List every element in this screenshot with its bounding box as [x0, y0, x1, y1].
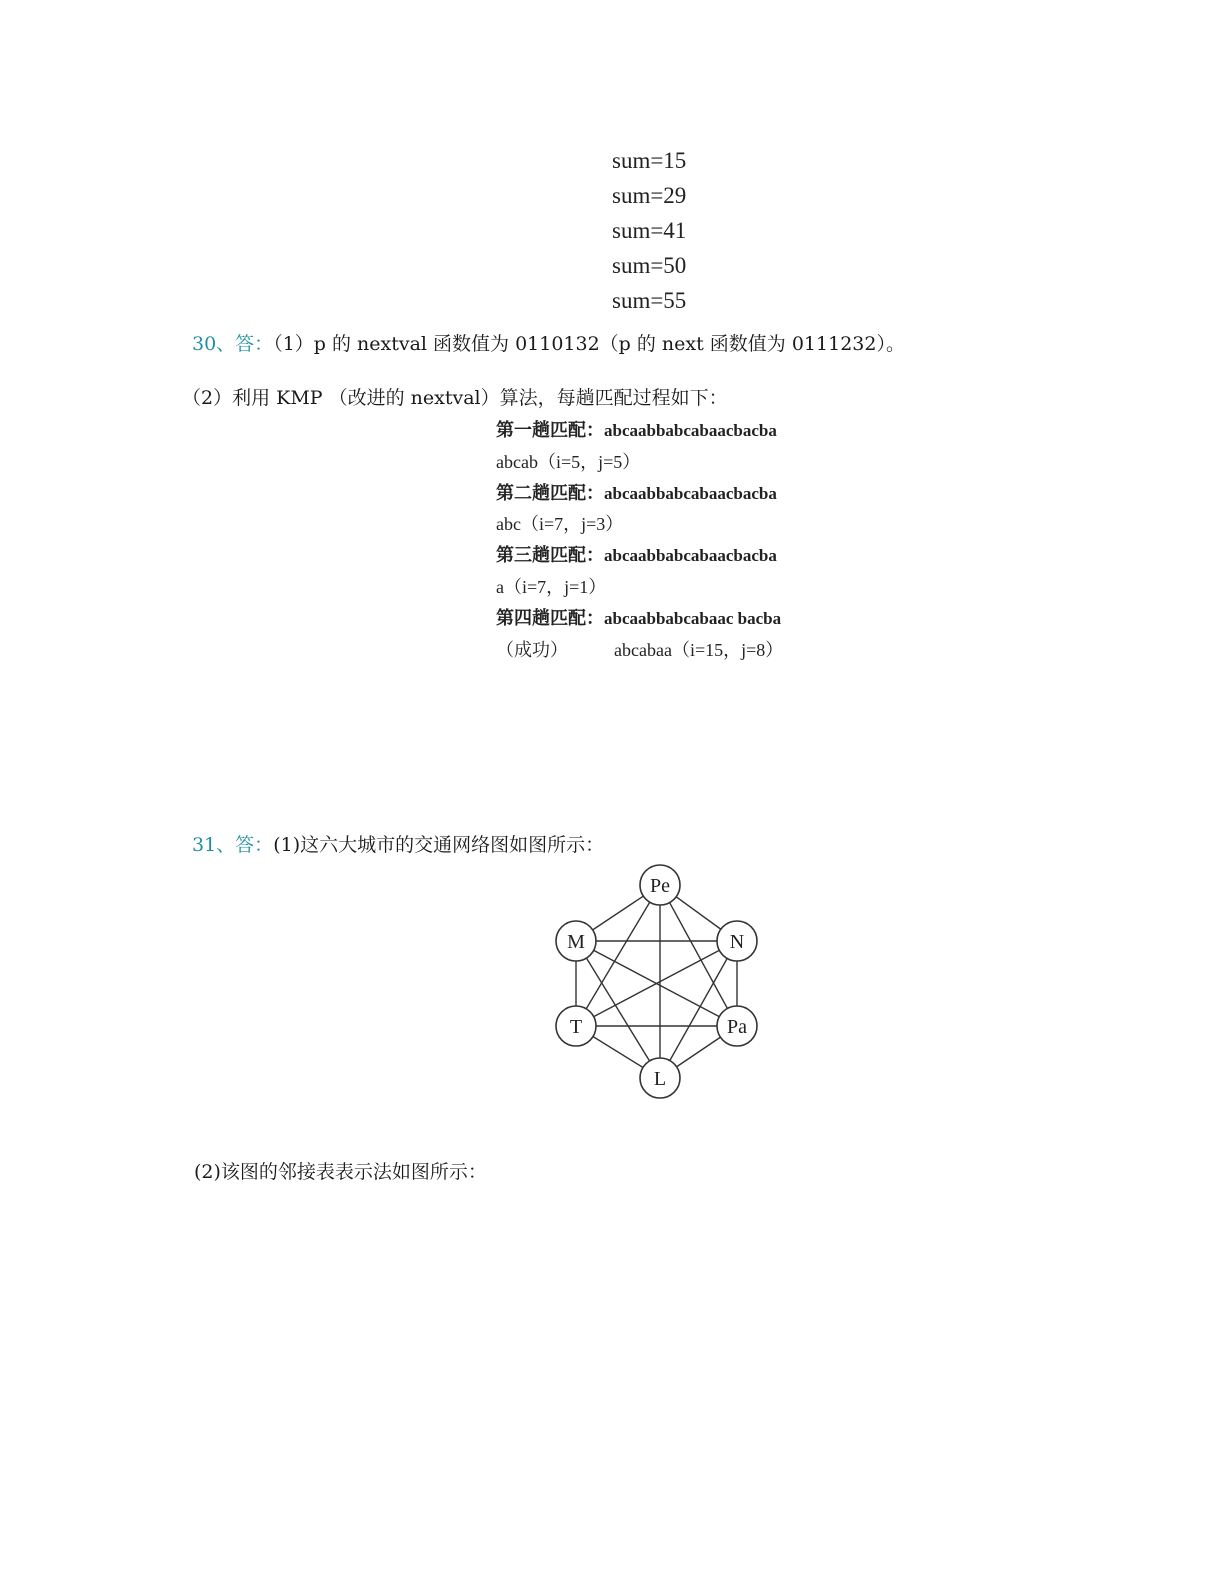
pass-sub-text: abcabaa（i=15，j=8） [614, 639, 784, 660]
pass-success: （成功） [496, 639, 568, 660]
q31-number: 31、答： [192, 834, 274, 856]
node-label: Pe [650, 875, 670, 897]
pass-label: 第二趟匹配： [496, 482, 604, 504]
pass-text: abcaabbabcabaacbacba [604, 421, 777, 440]
graph-node-pa [717, 1006, 757, 1046]
graph-nodes [556, 865, 757, 1098]
node-label: M [567, 931, 585, 953]
pass-text: abcaabbabcabaacbacba [604, 483, 777, 503]
kmp-pass-3 [496, 540, 856, 572]
q30-number: 30、答： [192, 333, 274, 355]
graph-node-t [556, 1006, 596, 1046]
pass-sub [496, 635, 856, 666]
q31-line2: (2)该图的邻接表表示法如图所示： [194, 1161, 487, 1183]
pass-sub: abcab（i=5，j=5） [496, 451, 641, 472]
q31-line1 [192, 830, 604, 857]
pass-label: 第一趟匹配： [496, 420, 604, 441]
node-label: L [653, 1068, 667, 1090]
node-label: N [729, 931, 745, 953]
sum-output-block [612, 143, 742, 318]
city-network-graph [545, 860, 775, 1110]
kmp-passes-block [496, 415, 856, 665]
kmp-pass-4 [496, 603, 856, 635]
pass-sub: abc（i=7，j=3） [496, 514, 624, 535]
graph-node-m [556, 921, 596, 961]
kmp-pass-2 [496, 478, 856, 510]
q30-line1 [192, 329, 905, 356]
pass-sub: a（i=7，j=1） [496, 576, 607, 597]
kmp-pass-1 [496, 415, 856, 447]
pass-text: abcaabbabcabaac bacba [604, 608, 782, 628]
sum-line: sum=55 [612, 288, 687, 313]
sum-line: sum=41 [612, 218, 687, 243]
pass-label: 第三趟匹配： [496, 545, 604, 567]
graph-node-pe [640, 865, 680, 905]
node-label: Pa [727, 1016, 747, 1038]
q30-answer-1: （1）p 的 nextval 函数值为 0110132（p 的 next 函数值为 0111232）。 [273, 333, 905, 355]
graph-node-l [640, 1058, 680, 1098]
sum-line: sum=50 [612, 253, 687, 278]
q30-line2: （2）利用 KMP （改进的 nextval）算法，每趟匹配过程如下： [182, 387, 728, 409]
graph-edges [576, 885, 737, 1078]
graph-node-n [717, 921, 757, 961]
sum-line: sum=15 [612, 148, 687, 173]
q31-answer-1: (1)这六大城市的交通网络图如图所示： [273, 834, 605, 856]
pass-label: 第四趟匹配： [496, 607, 604, 629]
pass-text: abcaabbabcabaacbacba [604, 546, 777, 566]
node-label: T [569, 1016, 583, 1038]
sum-line: sum=29 [612, 183, 687, 208]
